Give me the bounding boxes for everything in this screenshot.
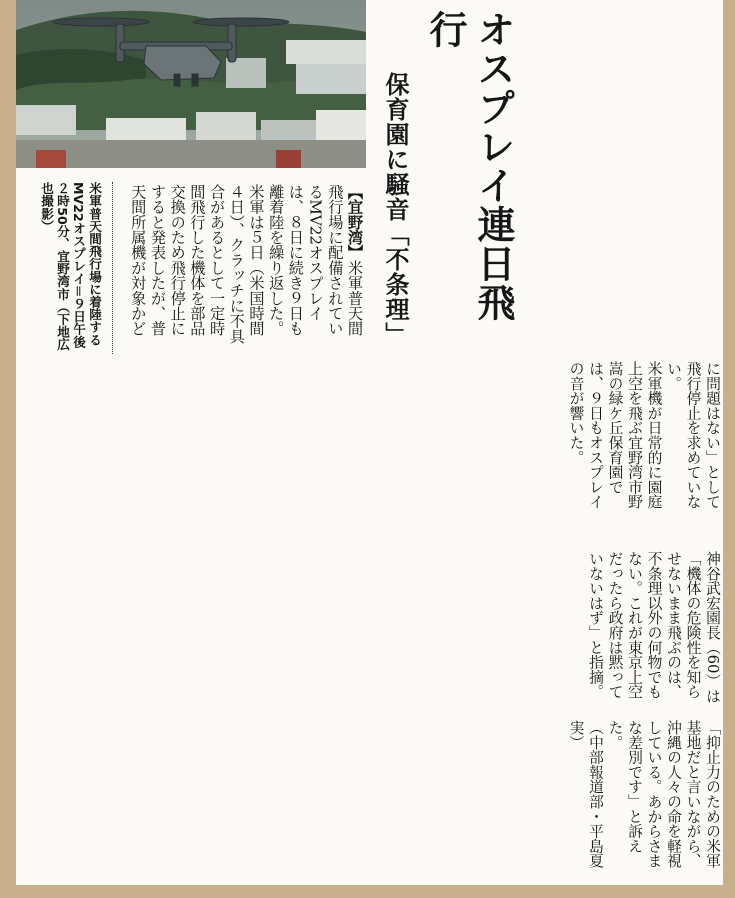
article-body-column-3 xyxy=(587,551,722,711)
headline: オスプレイ連日飛行 xyxy=(423,10,516,322)
article-body-column-1 xyxy=(129,184,364,350)
article-body-text-2a: に問題はない」として飛行停止を求めていない。 xyxy=(665,361,721,509)
article-body-text-3: 神谷武宏園長（60）は「機体の危険性を知らせないまま飛ぶのは、不条理以外の何物でもない。これが東京上空だったら政府は黙っていないはず」と指摘。 xyxy=(587,551,721,704)
byline: （中部報道部・平島夏実） xyxy=(567,720,604,868)
article-body-text-4: 「抑止力のための米軍基地だと言いながら、沖縄の人々の命を軽視している。あからさまな差別です」と訴えた。 xyxy=(606,720,721,868)
article-body-text-2b: 米軍機が日常的に園庭上空を飛ぶ宜野湾市野嵩の緑ケ丘保育園では、９日もオスプレイの音が響いた。 xyxy=(567,361,663,509)
dateline: 【宜野湾】 xyxy=(346,184,364,260)
photo-credit: （下地広也撮影） xyxy=(39,182,70,351)
article-body-column-4 xyxy=(567,720,722,880)
subheadline: 保育園に騒音「不条理」 xyxy=(381,72,410,347)
article-body-text-1: 米軍普天間飛行場に配備されているMV22オスプレイは、８日に続き９日も離着陸を繰り返した。米軍は５日（米国時間４日）、クラッチに不具合があるとして一定時間飛行した機体を部品交換のため飛行停止にすると発表したが、普天間所属機が対象かど xyxy=(129,184,364,344)
caption-text: 米軍普天間飛行場に着陸するMV22オスプレイ＝９日午後２時50分、宜野湾市 xyxy=(55,182,102,348)
photo-caption xyxy=(39,182,102,354)
caption-divider xyxy=(112,182,113,354)
osprey-photo xyxy=(16,0,366,168)
osprey-landing-image xyxy=(16,0,366,168)
article-body-column-2 xyxy=(567,361,722,511)
newspaper-clipping xyxy=(16,0,723,885)
